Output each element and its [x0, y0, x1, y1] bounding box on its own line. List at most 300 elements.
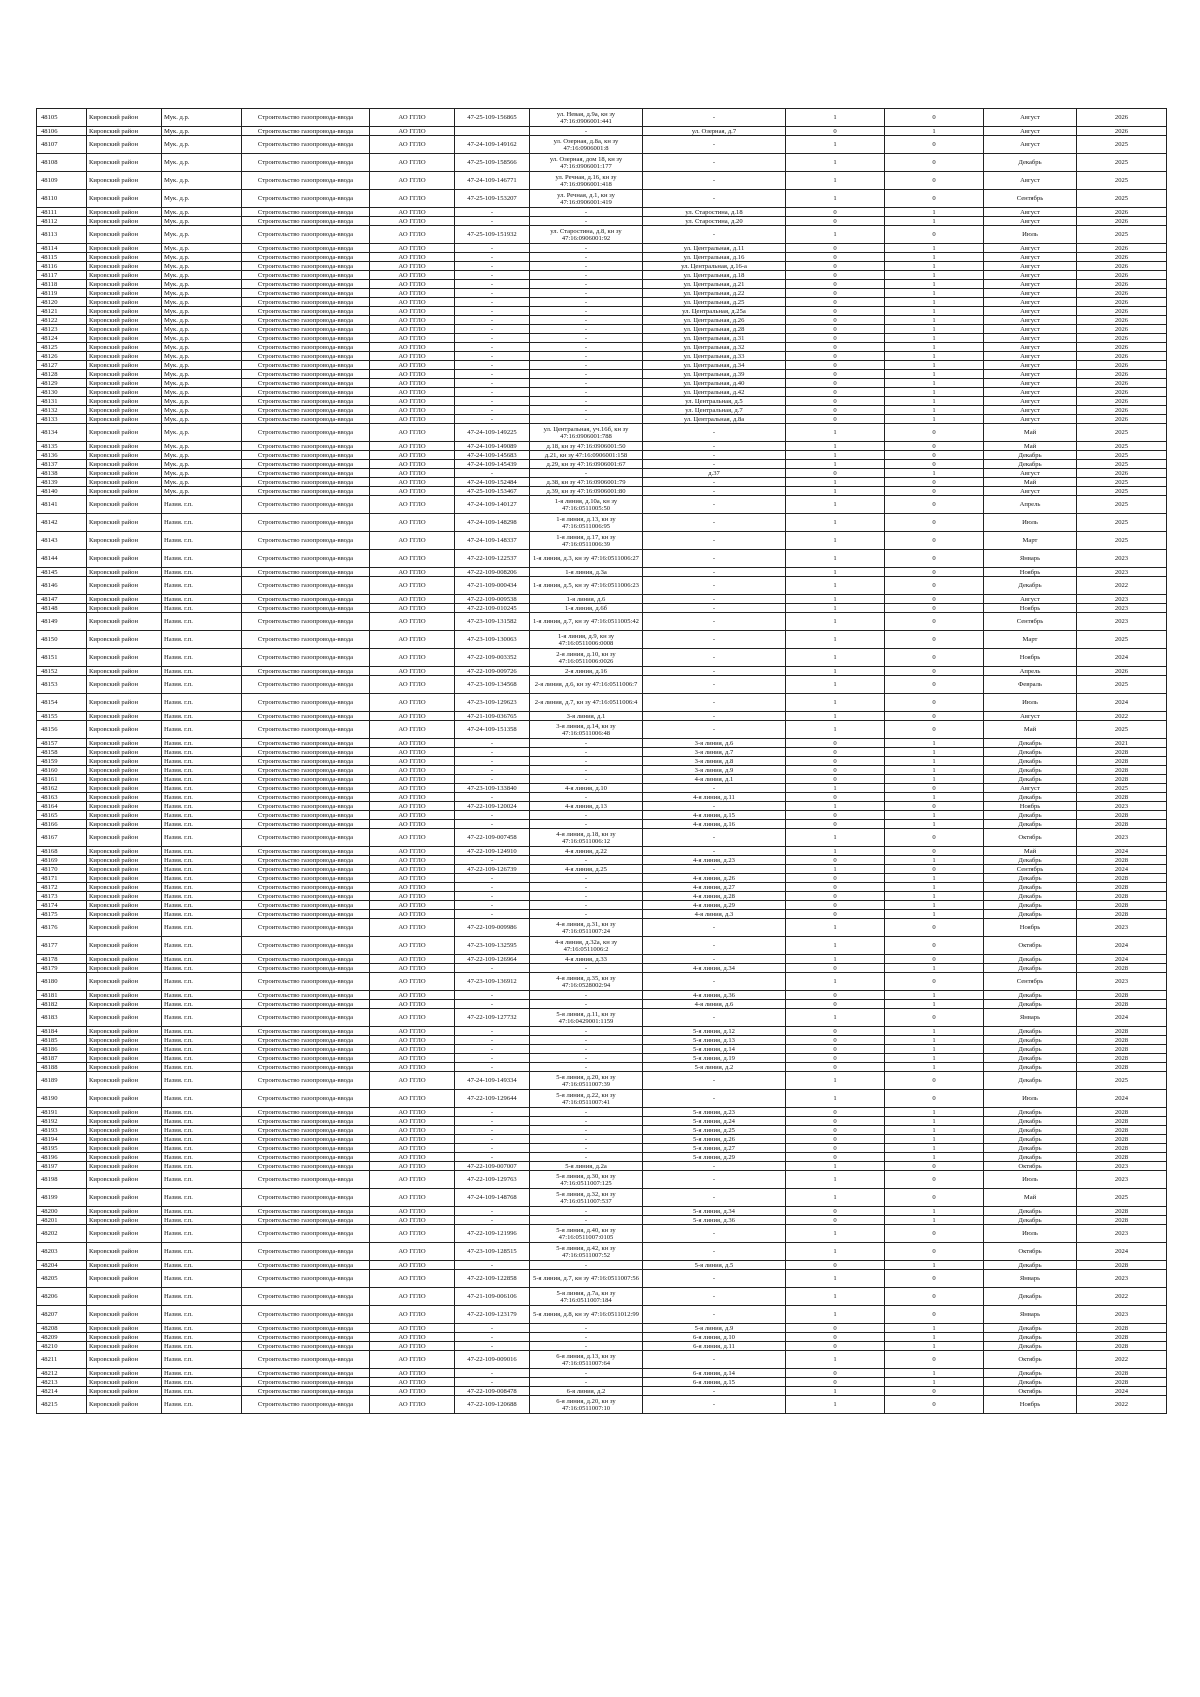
count-contract-cell: 1	[786, 1351, 885, 1369]
organization-cell: АО ГГЛО	[370, 1000, 455, 1009]
address-cell: 4-я линия, д.16	[643, 820, 786, 829]
district-cell: Кировский район	[87, 811, 162, 820]
tu-number-cell: -	[455, 892, 530, 901]
address-cell: -	[643, 1225, 786, 1243]
locality-cell: Мук. д.р.	[162, 343, 242, 352]
count-contract-cell: 0	[786, 271, 885, 280]
locality-cell: Мук. д.р.	[162, 172, 242, 190]
row-number-cell: 48128	[37, 370, 87, 379]
table-row	[37, 694, 1167, 712]
address-cell: -	[643, 667, 786, 676]
district-cell: Кировский район	[87, 1153, 162, 1162]
count-contract-cell: 1	[786, 595, 885, 604]
year-cell: 2026	[1077, 253, 1167, 262]
count-contract-cell: 1	[786, 1270, 885, 1288]
locality-cell: Мук. д.р.	[162, 316, 242, 325]
count-contract-cell: 1	[786, 613, 885, 631]
organization-cell: АО ГГЛО	[370, 964, 455, 973]
work-type-cell: Строительство газопровода-ввода	[242, 1108, 370, 1117]
table-row	[37, 1009, 1167, 1027]
organization-cell: АО ГГЛО	[370, 532, 455, 550]
row-number-cell: 48136	[37, 451, 87, 460]
count-plan-cell: 1	[885, 766, 984, 775]
month-cell: Октябрь	[984, 1387, 1077, 1396]
locality-cell: Назия. г.п.	[162, 892, 242, 901]
tu-number-cell: -	[455, 910, 530, 919]
year-cell: 2025	[1077, 1189, 1167, 1207]
row-number-cell: 48174	[37, 901, 87, 910]
count-contract-cell: 0	[786, 370, 885, 379]
locality-cell: Назия. г.п.	[162, 577, 242, 595]
tu-number-cell: 47-23-109-132595	[455, 937, 530, 955]
cadastral-address-cell: ул. Центральная, уч.16б, кн зу 47:16:0906001:788	[530, 424, 643, 442]
count-contract-cell: 1	[786, 712, 885, 721]
organization-cell: АО ГГЛО	[370, 406, 455, 415]
cadastral-address-cell: -	[530, 208, 643, 217]
tu-number-cell: 47-22-109-122537	[455, 550, 530, 568]
work-type-cell: Строительство газопровода-ввода	[242, 901, 370, 910]
year-cell: 2026	[1077, 343, 1167, 352]
tu-number-cell: 47-22-109-126964	[455, 955, 530, 964]
row-number-cell: 48177	[37, 937, 87, 955]
table-row	[37, 1189, 1167, 1207]
district-cell: Кировский район	[87, 1225, 162, 1243]
organization-cell: АО ГГЛО	[370, 262, 455, 271]
organization-cell: АО ГГЛО	[370, 1117, 455, 1126]
locality-cell: Мук. д.р.	[162, 226, 242, 244]
year-cell: 2028	[1077, 1144, 1167, 1153]
year-cell: 2023	[1077, 829, 1167, 847]
row-number-cell: 48191	[37, 1108, 87, 1117]
organization-cell: АО ГГЛО	[370, 136, 455, 154]
count-contract-cell: 0	[786, 793, 885, 802]
locality-cell: Назия. г.п.	[162, 991, 242, 1000]
address-cell: 5-я линия, д.34	[643, 1207, 786, 1216]
table-row	[37, 424, 1167, 442]
table-row	[37, 847, 1167, 856]
tu-number-cell: 47-25-109-153467	[455, 487, 530, 496]
month-cell: Декабрь	[984, 1108, 1077, 1117]
cadastral-address-cell: 4-я линия, д.33	[530, 955, 643, 964]
cadastral-address-cell: 5-я линия, д.22, кн зу 47:16:0511007:41	[530, 1090, 643, 1108]
organization-cell: АО ГГЛО	[370, 298, 455, 307]
tu-number-cell: -	[455, 361, 530, 370]
year-cell: 2028	[1077, 757, 1167, 766]
table-row	[37, 1036, 1167, 1045]
work-type-cell: Строительство газопровода-ввода	[242, 721, 370, 739]
district-cell: Кировский район	[87, 1333, 162, 1342]
address-cell: -	[643, 613, 786, 631]
district-cell: Кировский район	[87, 1216, 162, 1225]
count-contract-cell: 0	[786, 217, 885, 226]
district-cell: Кировский район	[87, 784, 162, 793]
gas-connection-table	[36, 108, 1167, 1414]
count-plan-cell: 0	[885, 577, 984, 595]
district-cell: Кировский район	[87, 496, 162, 514]
count-plan-cell: 1	[885, 361, 984, 370]
row-number-cell: 48120	[37, 298, 87, 307]
year-cell: 2025	[1077, 478, 1167, 487]
count-contract-cell: 1	[786, 1171, 885, 1189]
district-cell: Кировский район	[87, 1090, 162, 1108]
year-cell: 2026	[1077, 325, 1167, 334]
organization-cell: АО ГГЛО	[370, 991, 455, 1000]
year-cell: 2026	[1077, 334, 1167, 343]
organization-cell: АО ГГЛО	[370, 1288, 455, 1306]
work-type-cell: Строительство газопровода-ввода	[242, 379, 370, 388]
cadastral-address-cell: -	[530, 874, 643, 883]
cadastral-address-cell: 4-я линия, д.22	[530, 847, 643, 856]
tu-number-cell: 47-22-109-123179	[455, 1306, 530, 1324]
month-cell: Сентябрь	[984, 973, 1077, 991]
table-row	[37, 325, 1167, 334]
work-type-cell: Строительство газопровода-ввода	[242, 1288, 370, 1306]
locality-cell: Назия. г.п.	[162, 829, 242, 847]
table-row	[37, 127, 1167, 136]
district-cell: Кировский район	[87, 1162, 162, 1171]
work-type-cell: Строительство газопровода-ввода	[242, 532, 370, 550]
count-plan-cell: 0	[885, 1009, 984, 1027]
district-cell: Кировский район	[87, 1288, 162, 1306]
count-plan-cell: 0	[885, 460, 984, 469]
tu-number-cell: 47-24-109-148298	[455, 514, 530, 532]
district-cell: Кировский район	[87, 604, 162, 613]
row-number-cell: 48196	[37, 1153, 87, 1162]
tu-number-cell: -	[455, 1036, 530, 1045]
year-cell: 2025	[1077, 442, 1167, 451]
year-cell: 2025	[1077, 676, 1167, 694]
organization-cell: АО ГГЛО	[370, 568, 455, 577]
tu-number-cell: 47-22-109-129763	[455, 1171, 530, 1189]
cadastral-address-cell: д.38, кн зу 47:16:0906001:79	[530, 478, 643, 487]
locality-cell: Мук. д.р.	[162, 307, 242, 316]
count-plan-cell: 0	[885, 847, 984, 856]
district-cell: Кировский район	[87, 1108, 162, 1117]
year-cell: 2021	[1077, 739, 1167, 748]
count-contract-cell: 1	[786, 424, 885, 442]
tu-number-cell: -	[455, 1027, 530, 1036]
row-number-cell: 48134	[37, 424, 87, 442]
year-cell: 2026	[1077, 397, 1167, 406]
work-type-cell: Строительство газопровода-ввода	[242, 1369, 370, 1378]
month-cell: Декабрь	[984, 1063, 1077, 1072]
count-contract-cell: 1	[786, 721, 885, 739]
tu-number-cell: 47-22-109-122858	[455, 1270, 530, 1288]
count-plan-cell: 0	[885, 1288, 984, 1306]
row-number-cell: 48167	[37, 829, 87, 847]
month-cell: Апрель	[984, 496, 1077, 514]
district-cell: Кировский район	[87, 442, 162, 451]
year-cell: 2023	[1077, 1225, 1167, 1243]
tu-number-cell: -	[455, 289, 530, 298]
cadastral-address-cell: ул. Озерная, дом 18, кн зу 47:16:0906001:177	[530, 154, 643, 172]
month-cell: Январь	[984, 550, 1077, 568]
organization-cell: АО ГГЛО	[370, 1162, 455, 1171]
address-cell: -	[643, 676, 786, 694]
address-cell: ул. Центральная, д.18	[643, 271, 786, 280]
work-type-cell: Строительство газопровода-ввода	[242, 991, 370, 1000]
address-cell: 4-я линия, д.36	[643, 991, 786, 1000]
address-cell: 6-я линия, д.11	[643, 1342, 786, 1351]
address-cell: -	[643, 802, 786, 811]
district-cell: Кировский район	[87, 352, 162, 361]
tu-number-cell: 47-25-109-151932	[455, 226, 530, 244]
tu-number-cell: -	[455, 334, 530, 343]
year-cell: 2024	[1077, 1387, 1167, 1396]
row-number-cell: 48124	[37, 334, 87, 343]
address-cell: -	[643, 1090, 786, 1108]
organization-cell: АО ГГЛО	[370, 244, 455, 253]
organization-cell: АО ГГЛО	[370, 613, 455, 631]
organization-cell: АО ГГЛО	[370, 289, 455, 298]
year-cell: 2025	[1077, 1072, 1167, 1090]
tu-number-cell: 47-22-109-008206	[455, 568, 530, 577]
locality-cell: Мук. д.р.	[162, 424, 242, 442]
month-cell: Май	[984, 1189, 1077, 1207]
count-plan-cell: 0	[885, 496, 984, 514]
table-row	[37, 172, 1167, 190]
work-type-cell: Строительство газопровода-ввода	[242, 892, 370, 901]
organization-cell: АО ГГЛО	[370, 721, 455, 739]
tu-number-cell: -	[455, 316, 530, 325]
organization-cell: АО ГГЛО	[370, 514, 455, 532]
address-cell: -	[643, 649, 786, 667]
address-cell: 5-я линия, д.29	[643, 1153, 786, 1162]
district-cell: Кировский район	[87, 172, 162, 190]
year-cell: 2028	[1077, 1369, 1167, 1378]
organization-cell: АО ГГЛО	[370, 784, 455, 793]
locality-cell: Назия. г.п.	[162, 1117, 242, 1126]
tu-number-cell: 47-24-109-152484	[455, 478, 530, 487]
count-plan-cell: 1	[885, 334, 984, 343]
year-cell: 2023	[1077, 802, 1167, 811]
work-type-cell: Строительство газопровода-ввода	[242, 1378, 370, 1387]
row-number-cell: 48166	[37, 820, 87, 829]
table-row	[37, 379, 1167, 388]
month-cell: Январь	[984, 1306, 1077, 1324]
row-number-cell: 48107	[37, 136, 87, 154]
count-plan-cell: 0	[885, 649, 984, 667]
month-cell: Декабрь	[984, 910, 1077, 919]
table-row	[37, 406, 1167, 415]
tu-number-cell: -	[455, 280, 530, 289]
locality-cell: Мук. д.р.	[162, 262, 242, 271]
district-cell: Кировский район	[87, 280, 162, 289]
tu-number-cell: -	[455, 208, 530, 217]
month-cell: Декабрь	[984, 1135, 1077, 1144]
row-number-cell: 48204	[37, 1261, 87, 1270]
count-contract-cell: 0	[786, 901, 885, 910]
row-number-cell: 48112	[37, 217, 87, 226]
tu-number-cell: 47-24-109-149089	[455, 442, 530, 451]
table-row	[37, 892, 1167, 901]
locality-cell: Назия. г.п.	[162, 811, 242, 820]
address-cell: -	[643, 1306, 786, 1324]
row-number-cell: 48148	[37, 604, 87, 613]
month-cell: Июль	[984, 694, 1077, 712]
locality-cell: Назия. г.п.	[162, 604, 242, 613]
count-plan-cell: 0	[885, 136, 984, 154]
row-number-cell: 48149	[37, 613, 87, 631]
table-row	[37, 568, 1167, 577]
work-type-cell: Строительство газопровода-ввода	[242, 325, 370, 334]
tu-number-cell: 47-22-109-121996	[455, 1225, 530, 1243]
count-contract-cell: 1	[786, 847, 885, 856]
cadastral-address-cell: д.18, кн зу 47:16:0906001:50	[530, 442, 643, 451]
address-cell: -	[643, 1396, 786, 1414]
work-type-cell: Строительство газопровода-ввода	[242, 451, 370, 460]
work-type-cell: Строительство газопровода-ввода	[242, 1387, 370, 1396]
row-number-cell: 48130	[37, 388, 87, 397]
count-plan-cell: 0	[885, 190, 984, 208]
row-number-cell: 48203	[37, 1243, 87, 1261]
locality-cell: Мук. д.р.	[162, 460, 242, 469]
count-contract-cell: 0	[786, 1108, 885, 1117]
table-row	[37, 244, 1167, 253]
district-cell: Кировский район	[87, 1045, 162, 1054]
year-cell: 2026	[1077, 262, 1167, 271]
work-type-cell: Строительство газопровода-ввода	[242, 343, 370, 352]
organization-cell: АО ГГЛО	[370, 820, 455, 829]
address-cell: 5-я линия, д.27	[643, 1144, 786, 1153]
organization-cell: АО ГГЛО	[370, 910, 455, 919]
cadastral-address-cell: -	[530, 1153, 643, 1162]
district-cell: Кировский район	[87, 1261, 162, 1270]
count-plan-cell: 0	[885, 937, 984, 955]
work-type-cell: Строительство газопровода-ввода	[242, 1090, 370, 1108]
cadastral-address-cell: 4-я линия, д.31, кн зу 47:16:0511007:24	[530, 919, 643, 937]
cadastral-address-cell: ул. Невая, д.9а, кн зу 47:16:0906001:441	[530, 109, 643, 127]
address-cell: 4-я линия, д.15	[643, 811, 786, 820]
month-cell: Декабрь	[984, 964, 1077, 973]
organization-cell: АО ГГЛО	[370, 874, 455, 883]
month-cell: Август	[984, 172, 1077, 190]
locality-cell: Назия. г.п.	[162, 1207, 242, 1216]
count-plan-cell: 1	[885, 325, 984, 334]
work-type-cell: Строительство газопровода-ввода	[242, 370, 370, 379]
count-plan-cell: 1	[885, 1126, 984, 1135]
organization-cell: АО ГГЛО	[370, 1261, 455, 1270]
cadastral-address-cell: -	[530, 298, 643, 307]
tu-number-cell: 47-22-109-009538	[455, 595, 530, 604]
district-cell: Кировский район	[87, 460, 162, 469]
cadastral-address-cell: -	[530, 1117, 643, 1126]
locality-cell: Назия. г.п.	[162, 955, 242, 964]
tu-number-cell: 47-22-109-003352	[455, 649, 530, 667]
organization-cell: АО ГГЛО	[370, 1054, 455, 1063]
month-cell: Август	[984, 595, 1077, 604]
locality-cell: Назия. г.п.	[162, 1216, 242, 1225]
address-cell: 4-я линия, д.27	[643, 883, 786, 892]
count-contract-cell: 1	[786, 937, 885, 955]
month-cell: Декабрь	[984, 901, 1077, 910]
tu-number-cell: 47-21-109-006106	[455, 1288, 530, 1306]
table-row	[37, 1378, 1167, 1387]
address-cell: -	[643, 595, 786, 604]
organization-cell: АО ГГЛО	[370, 487, 455, 496]
tu-number-cell: 47-23-109-129623	[455, 694, 530, 712]
locality-cell: Назия. г.п.	[162, 793, 242, 802]
district-cell: Кировский район	[87, 820, 162, 829]
address-cell: ул. Центральная, д.11	[643, 244, 786, 253]
count-plan-cell: 0	[885, 631, 984, 649]
count-contract-cell: 1	[786, 919, 885, 937]
work-type-cell: Строительство газопровода-ввода	[242, 136, 370, 154]
organization-cell: АО ГГЛО	[370, 631, 455, 649]
address-cell: 3-я линия, д.8	[643, 757, 786, 766]
locality-cell: Мук. д.р.	[162, 406, 242, 415]
row-number-cell: 48161	[37, 775, 87, 784]
count-plan-cell: 1	[885, 1027, 984, 1036]
address-cell: -	[643, 226, 786, 244]
count-contract-cell: 1	[786, 1189, 885, 1207]
row-number-cell: 48178	[37, 955, 87, 964]
tu-number-cell: -	[455, 766, 530, 775]
month-cell: Август	[984, 109, 1077, 127]
month-cell: Декабрь	[984, 1369, 1077, 1378]
address-cell: 4-я линия, д.6	[643, 1000, 786, 1009]
month-cell: Август	[984, 415, 1077, 424]
locality-cell: Назия. г.п.	[162, 856, 242, 865]
table-row	[37, 667, 1167, 676]
year-cell: 2028	[1077, 892, 1167, 901]
cadastral-address-cell: -	[530, 1126, 643, 1135]
month-cell: Август	[984, 352, 1077, 361]
organization-cell: АО ГГЛО	[370, 1369, 455, 1378]
count-plan-cell: 1	[885, 379, 984, 388]
table-row	[37, 919, 1167, 937]
district-cell: Кировский район	[87, 631, 162, 649]
district-cell: Кировский район	[87, 793, 162, 802]
work-type-cell: Строительство газопровода-ввода	[242, 1072, 370, 1090]
tu-number-cell: 47-22-109-120024	[455, 802, 530, 811]
month-cell: Август	[984, 379, 1077, 388]
cadastral-address-cell: -	[530, 361, 643, 370]
month-cell: Октябрь	[984, 1243, 1077, 1261]
organization-cell: АО ГГЛО	[370, 919, 455, 937]
tu-number-cell: 47-22-109-007458	[455, 829, 530, 847]
month-cell: Июль	[984, 1171, 1077, 1189]
year-cell: 2028	[1077, 1207, 1167, 1216]
organization-cell: АО ГГЛО	[370, 1270, 455, 1288]
year-cell: 2028	[1077, 1108, 1167, 1117]
tu-number-cell: -	[455, 856, 530, 865]
organization-cell: АО ГГЛО	[370, 334, 455, 343]
count-contract-cell: 0	[786, 361, 885, 370]
cadastral-address-cell: 5-я линия, д.42, кн зу 47:16:0511007:52	[530, 1243, 643, 1261]
address-cell: -	[643, 451, 786, 460]
count-plan-cell: 1	[885, 739, 984, 748]
tu-number-cell: -	[455, 253, 530, 262]
address-cell: -	[643, 829, 786, 847]
count-plan-cell: 0	[885, 226, 984, 244]
district-cell: Кировский район	[87, 973, 162, 991]
locality-cell: Мук. д.р.	[162, 325, 242, 334]
district-cell: Кировский район	[87, 127, 162, 136]
district-cell: Кировский район	[87, 415, 162, 424]
count-plan-cell: 1	[885, 964, 984, 973]
month-cell: Август	[984, 361, 1077, 370]
organization-cell: АО ГГЛО	[370, 388, 455, 397]
district-cell: Кировский район	[87, 379, 162, 388]
district-cell: Кировский район	[87, 883, 162, 892]
cadastral-address-cell: -	[530, 370, 643, 379]
year-cell: 2025	[1077, 226, 1167, 244]
work-type-cell: Строительство газопровода-ввода	[242, 874, 370, 883]
count-contract-cell: 1	[786, 550, 885, 568]
count-contract-cell: 1	[786, 973, 885, 991]
count-plan-cell: 1	[885, 1000, 984, 1009]
